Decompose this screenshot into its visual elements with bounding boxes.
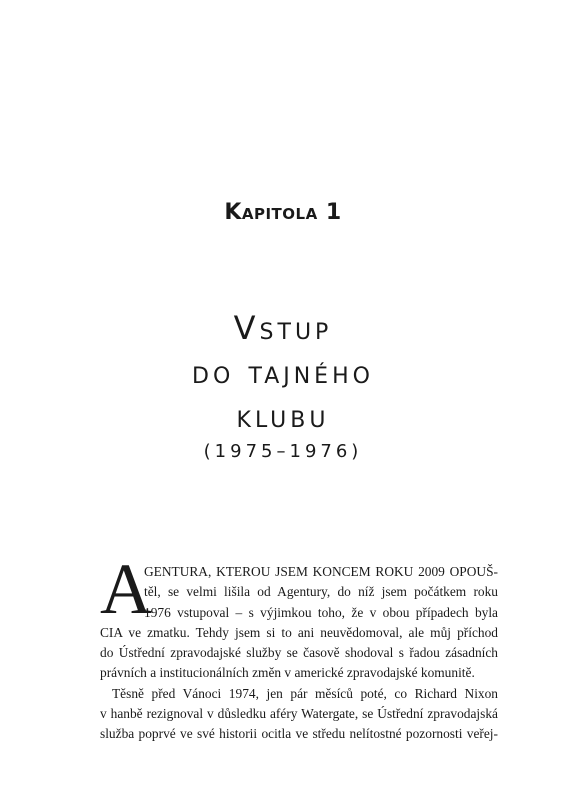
chapter-label: Kapitola 1 bbox=[224, 200, 342, 225]
drop-cap: A bbox=[100, 549, 152, 629]
chapter-title-line: do tajného bbox=[192, 353, 374, 391]
text-line: GENTURA, KTEROU JSEM KONCEM ROKU 2009 OPOUŠ- bbox=[144, 564, 498, 579]
text-line: v hanbě rezignoval v důsledku aféry Watergate, se Ústřední zpravodajská bbox=[100, 706, 498, 722]
text-line: 1976 vstupoval – s výjimkou toho, že v obou případech byla bbox=[144, 604, 498, 620]
chapter-years: (1975–1976) bbox=[203, 441, 363, 462]
text-line: do Ústřední zpravodajské služby se časově shodoval s řadou zásadních bbox=[100, 645, 498, 661]
paragraph bbox=[100, 684, 498, 745]
paragraph bbox=[100, 562, 498, 684]
text-line: právních a institucionálních změn v americké zpravodajské komunitě. bbox=[100, 665, 475, 681]
text-line: Těsně před Vánoci 1974, jen pár měsíců poté, co Richard Nixon bbox=[112, 685, 498, 701]
chapter-title bbox=[0, 306, 566, 438]
body-text bbox=[100, 562, 498, 745]
text-line: CIA ve zmatku. Tehdy jsem si to ani neuvědomoval, ale můj příchod bbox=[100, 624, 498, 640]
text-line: služba poprvé ve své historii ocitla ve středu nelítostné pozornosti veřej- bbox=[100, 726, 498, 742]
chapter-title-line: klubu bbox=[236, 397, 330, 435]
text-line: těl, se velmi lišila od Agentury, do níž jsem počátkem roku bbox=[144, 584, 498, 600]
chapter-title-line: Vstup bbox=[233, 309, 333, 347]
